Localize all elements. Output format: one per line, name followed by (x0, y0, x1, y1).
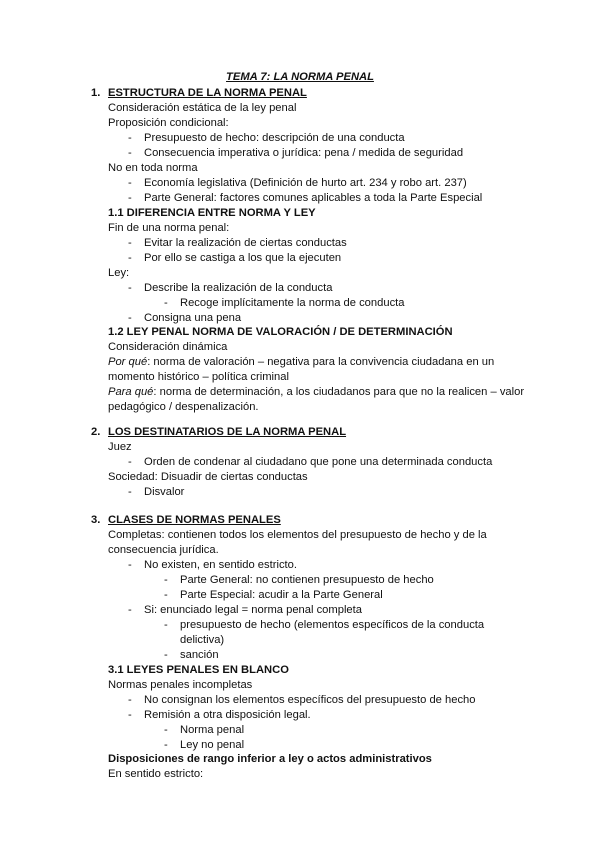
list-item: Describe la realización de la conducta (144, 282, 333, 294)
list-item: No existen, en sentido estricto. (144, 559, 297, 571)
list-item-nested: presupuesto de hecho (elementos específicos de la conducta (180, 619, 485, 631)
list-item: Consigna una pena (144, 312, 242, 324)
list-item-nested: Norma penal (180, 724, 245, 736)
list-item-nested: Parte Especial: acudir a la Parte General (180, 589, 383, 601)
dash-bullet: - (128, 177, 132, 189)
section-3-line: Completas: contienen todos los elementos del presupuesto de hecho y de la (108, 529, 487, 541)
list-item: No consignan los elementos específicos del presupuesto de hecho (144, 694, 476, 706)
dash-bullet: - (128, 282, 132, 294)
list-item-nested: Ley no penal (180, 739, 245, 751)
list-item-nested: sanción (180, 649, 219, 661)
section-2-line: Juez (108, 441, 132, 453)
dash-bullet: - (164, 574, 168, 586)
section-3-line: Normas penales incompletas (108, 679, 253, 691)
document-title: TEMA 7: LA NORMA PENAL (226, 71, 374, 83)
list-item: Si: enunciado legal = norma penal completa (144, 604, 362, 616)
section-3-heading: CLASES DE NORMAS PENALES (108, 514, 281, 526)
dash-bullet: - (164, 724, 168, 736)
dash-bullet: - (164, 739, 168, 751)
section-1-heading: ESTRUCTURA DE LA NORMA PENAL (108, 87, 307, 99)
section-3-number: 3. (91, 514, 101, 526)
por-que-label: Por qué (108, 356, 148, 368)
list-item: Consecuencia imperativa o jurídica: pena / medida de seguridad (144, 147, 464, 159)
dash-bullet: - (128, 709, 132, 721)
dash-bullet: - (128, 132, 132, 144)
list-item: Economía legislativa (Definición de hurto art. 234 y robo art. 237) (144, 177, 467, 189)
dash-bullet: - (164, 297, 168, 309)
por-que-continuation: momento histórico – política criminal (108, 371, 289, 383)
section-3-line: consecuencia jurídica. (108, 544, 219, 556)
subsection-1-2-heading: 1.2 LEY PENAL NORMA DE VALORACIÓN / DE DETERMINACIÓN (108, 326, 453, 338)
dash-bullet: - (128, 604, 132, 616)
list-item: Parte General: factores comunes aplicables a toda la Parte Especial (144, 192, 483, 204)
section-1-line: Fin de una norma penal: (108, 222, 230, 234)
por-que-line (108, 355, 494, 370)
section-1-line: No en toda norma (108, 162, 198, 174)
section-1-line: Ley: (108, 267, 130, 279)
list-item: Evitar la realización de ciertas conductas (144, 237, 347, 249)
por-que-text: : norma de valoración – negativa para la convivencia ciudadana en un (147, 356, 495, 368)
section-3-line: En sentido estricto: (108, 768, 204, 780)
subsection-3-1-heading: 3.1 LEYES PENALES EN BLANCO (108, 664, 289, 676)
para-que-line (108, 385, 524, 400)
para-que-continuation: pedagógico / despenalización. (108, 401, 259, 413)
section-1-line: Proposición condicional: (108, 117, 229, 129)
list-item: Por ello se castiga a los que la ejecuten (144, 252, 342, 264)
list-item-nested: Parte General: no contienen presupuesto de hecho (180, 574, 434, 586)
section-1-line: Consideración dinámica (108, 341, 228, 353)
list-item: Presupuesto de hecho: descripción de una conducta (144, 132, 405, 144)
list-item-nested: Recoge implícitamente la norma de conducta (180, 297, 405, 309)
dash-bullet: - (128, 252, 132, 264)
list-item: Remisión a otra disposición legal. (144, 709, 311, 721)
para-que-text: : norma de determinación, a los ciudadanos para que no la realicen – valor (153, 386, 525, 398)
section-2-line: Sociedad: Disuadir de ciertas conductas (108, 471, 308, 483)
dash-bullet: - (128, 559, 132, 571)
subsection-1-1-heading: 1.1 DIFERENCIA ENTRE NORMA Y LEY (108, 207, 316, 219)
dash-bullet: - (128, 694, 132, 706)
dash-bullet: - (128, 192, 132, 204)
list-item: Orden de condenar al ciudadano que pone una determinada conducta (144, 456, 493, 468)
dash-bullet: - (164, 589, 168, 601)
dash-bullet: - (164, 649, 168, 661)
section-2-heading: LOS DESTINATARIOS DE LA NORMA PENAL (108, 426, 347, 438)
list-item-nested-continuation: delictiva) (180, 634, 225, 646)
list-item: Disvalor (144, 486, 185, 498)
section-1-number: 1. (91, 87, 101, 99)
para-que-label: Para qué (108, 386, 154, 398)
dash-bullet: - (128, 486, 132, 498)
dash-bullet: - (128, 456, 132, 468)
dash-bullet: - (128, 237, 132, 249)
section-3-bold-line: Disposiciones de rango inferior a ley o actos administrativos (108, 753, 432, 765)
section-2-number: 2. (91, 426, 101, 438)
dash-bullet: - (128, 147, 132, 159)
dash-bullet: - (164, 619, 168, 631)
dash-bullet: - (128, 312, 132, 324)
section-1-line: Consideración estática de la ley penal (108, 102, 297, 114)
